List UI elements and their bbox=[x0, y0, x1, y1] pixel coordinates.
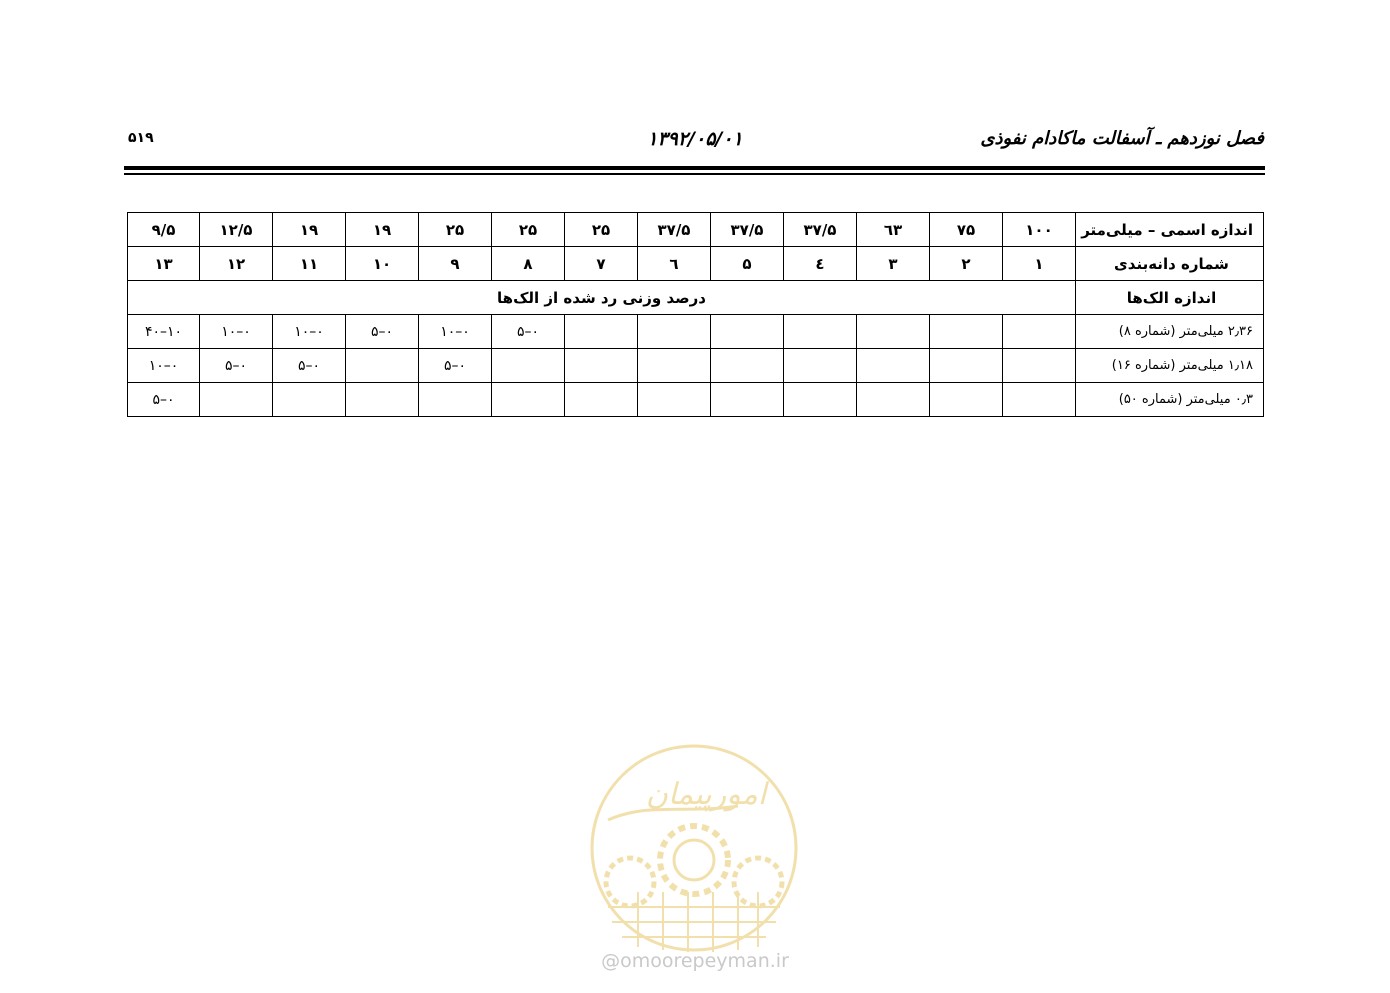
table-cell: ۰–۱۰ bbox=[273, 315, 346, 349]
table-cell bbox=[565, 383, 638, 417]
table-cell bbox=[711, 315, 784, 349]
table-cell: ۷ bbox=[565, 247, 638, 281]
table-cell: ۱۰۰ bbox=[1003, 213, 1076, 247]
row-label: اندازه اسمی – میلی‌متر bbox=[1076, 213, 1264, 247]
table-cell bbox=[346, 383, 419, 417]
table-cell bbox=[419, 383, 492, 417]
table-cell bbox=[711, 349, 784, 383]
document-date: ۱۳۹۲/۰۵/۰۱ bbox=[647, 128, 743, 150]
table-cell: ۰–۵ bbox=[273, 349, 346, 383]
table-cell: ۰–۱۰ bbox=[128, 349, 200, 383]
table-cell bbox=[857, 315, 930, 349]
table-cell bbox=[638, 349, 711, 383]
table-cell bbox=[200, 383, 273, 417]
table-cell bbox=[784, 349, 857, 383]
table-cell bbox=[711, 383, 784, 417]
table-cell bbox=[857, 349, 930, 383]
table-cell: ۰–۵ bbox=[419, 349, 492, 383]
table-cell: ٤ bbox=[784, 247, 857, 281]
row-nominal-size bbox=[128, 213, 1264, 247]
row-label: شماره دانه‌بندی bbox=[1076, 247, 1264, 281]
table-cell: ۲ bbox=[930, 247, 1003, 281]
table-cell bbox=[930, 383, 1003, 417]
table-cell: ۸ bbox=[492, 247, 565, 281]
grading-table bbox=[127, 212, 1264, 417]
table-cell: ۷۵ bbox=[930, 213, 1003, 247]
row-label: ۱٫۱۸ میلی‌متر (شماره ۱۶) bbox=[1076, 349, 1264, 383]
table-cell: ۳۷/۵ bbox=[638, 213, 711, 247]
row-label: اندازه الک‌ها bbox=[1076, 281, 1264, 315]
table-cell bbox=[1003, 315, 1076, 349]
table-cell: ۰–۱۰ bbox=[419, 315, 492, 349]
table-cell bbox=[565, 315, 638, 349]
header-rule-thick bbox=[124, 166, 1265, 170]
header-rule-thin bbox=[124, 173, 1265, 175]
table-cell bbox=[784, 383, 857, 417]
table-cell: ۹ bbox=[419, 247, 492, 281]
table-cell bbox=[492, 349, 565, 383]
table-cell: ۱۲ bbox=[200, 247, 273, 281]
table-row bbox=[128, 383, 1264, 417]
page-number: ۵۱۹ bbox=[128, 130, 154, 146]
passing-percent-header: درصد وزنی رد شده از الک‌ها bbox=[128, 281, 1076, 315]
table-cell bbox=[1003, 383, 1076, 417]
table-cell bbox=[346, 349, 419, 383]
watermark-script: امورپیمان bbox=[645, 777, 767, 812]
watermark-logo bbox=[588, 742, 800, 954]
table-cell bbox=[273, 383, 346, 417]
table-cell: ۳۷/۵ bbox=[784, 213, 857, 247]
table-cell: ۱۰ bbox=[346, 247, 419, 281]
table-cell: ۳۷/۵ bbox=[711, 213, 784, 247]
table-cell: ٦۳ bbox=[857, 213, 930, 247]
table-cell bbox=[565, 349, 638, 383]
table-cell: ۵ bbox=[711, 247, 784, 281]
table-cell: ۱۹ bbox=[346, 213, 419, 247]
table-row bbox=[128, 349, 1264, 383]
table-cell: ۰–۱۰ bbox=[200, 315, 273, 349]
table-cell: ٦ bbox=[638, 247, 711, 281]
table-cell: ۹/۵ bbox=[128, 213, 200, 247]
row-grading-number bbox=[128, 247, 1264, 281]
table-cell: ۳ bbox=[857, 247, 930, 281]
table-cell: ۱۳ bbox=[128, 247, 200, 281]
table-cell: ۱۱ bbox=[273, 247, 346, 281]
table-cell bbox=[930, 315, 1003, 349]
table-cell bbox=[784, 315, 857, 349]
table-cell: ۱۹ bbox=[273, 213, 346, 247]
table-cell: ۰–۵ bbox=[346, 315, 419, 349]
table-cell: ۰–۵ bbox=[492, 315, 565, 349]
row-sieve-header bbox=[128, 281, 1264, 315]
table-cell: ۱۰–۴۰ bbox=[128, 315, 200, 349]
table-cell bbox=[492, 383, 565, 417]
table-cell bbox=[638, 315, 711, 349]
table-cell: ۲۵ bbox=[419, 213, 492, 247]
watermark-text: @omoorepeyman.ir bbox=[601, 950, 789, 972]
table-cell bbox=[1003, 349, 1076, 383]
chapter-title: فصل نوزدهم ـ آسفالت ماکادام نفوذی bbox=[980, 128, 1264, 149]
row-label: ۰٫۳ میلی‌متر (شماره ۵۰) bbox=[1076, 383, 1264, 417]
table-row bbox=[128, 315, 1264, 349]
table-cell: ۲۵ bbox=[492, 213, 565, 247]
table-cell: ۲۵ bbox=[565, 213, 638, 247]
row-label: ۲٫۳۶ میلی‌متر (شماره ۸) bbox=[1076, 315, 1264, 349]
table-cell: ۰–۵ bbox=[200, 349, 273, 383]
table-cell bbox=[930, 349, 1003, 383]
table-cell bbox=[638, 383, 711, 417]
table-cell: ۰–۵ bbox=[128, 383, 200, 417]
table-cell: ۱ bbox=[1003, 247, 1076, 281]
table-cell: ۱۲/۵ bbox=[200, 213, 273, 247]
table-cell bbox=[857, 383, 930, 417]
